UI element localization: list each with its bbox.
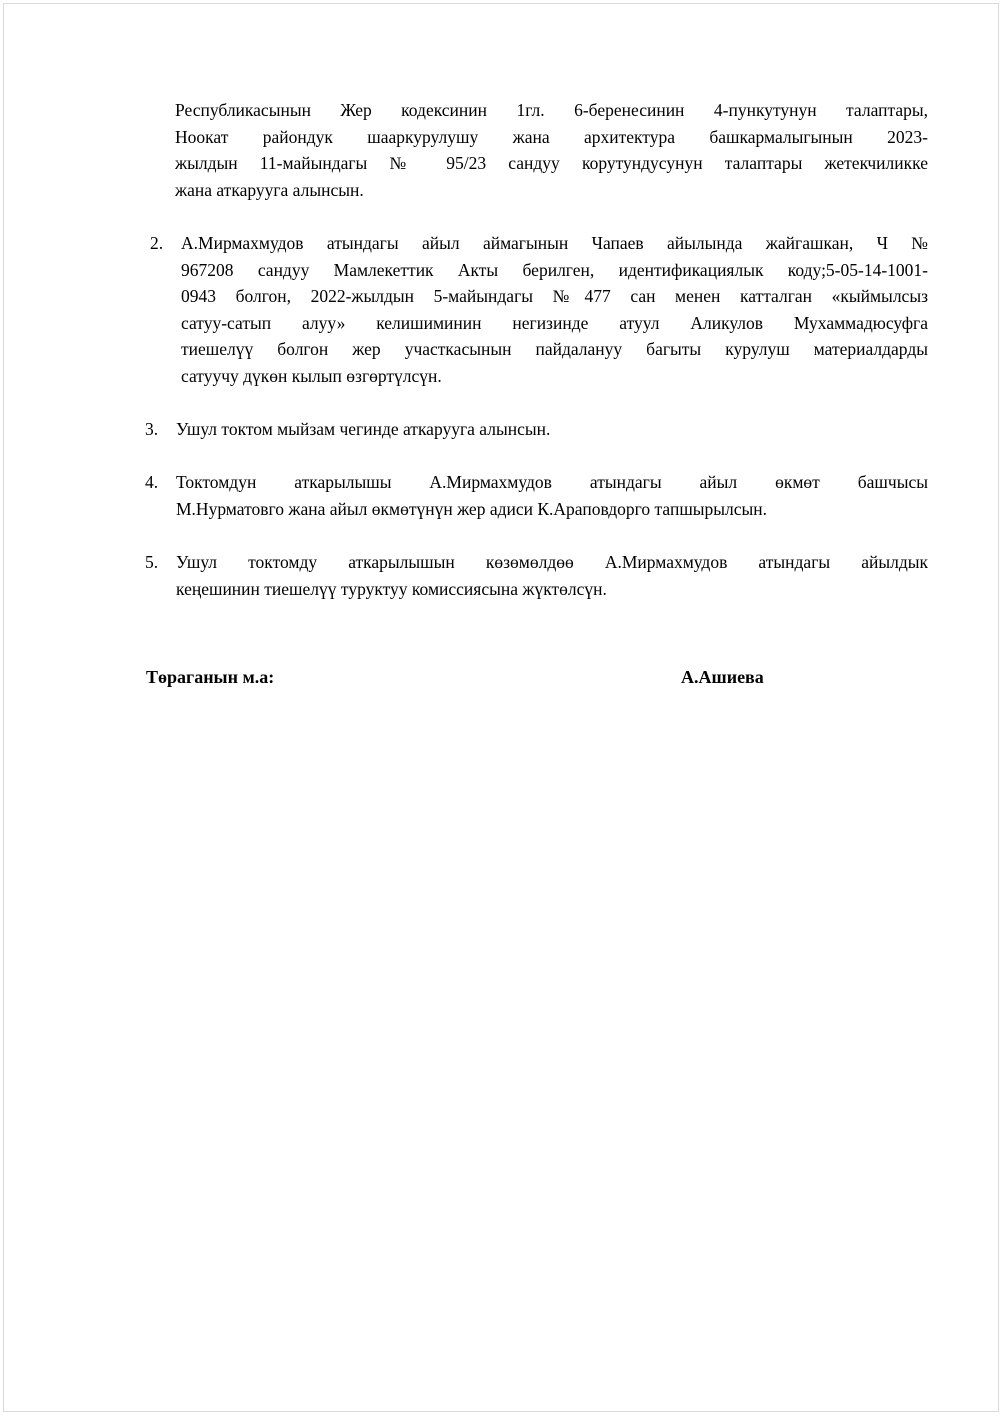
- intro-line: Республикасынын Жер кодексинин 1гл. 6-беренесинин 4-пункутунун талаптары,: [175, 100, 928, 120]
- intro-paragraph: [175, 97, 928, 203]
- intro-line: жана аткарууга алынсын.: [175, 179, 364, 200]
- list-item: [176, 549, 928, 602]
- signature-title: Төраганын м.а:: [146, 667, 275, 687]
- list-item: [176, 416, 928, 443]
- intro-line: жылдын 11-майындагы № 95/23 сандуу корутундусунун талаптары жетекчиликке: [175, 153, 928, 173]
- item-number: 5.: [145, 552, 159, 572]
- item-line: Токтомдун аткарылышы А.Мирмахмудов атындагы айыл өкмөт башчысы: [176, 472, 928, 492]
- item-line: кеңешинин тиешелүү туруктуу комиссиясына жүктөлсүн.: [176, 578, 607, 599]
- item-line: тиешелүү болгон жер участкасынын пайдалануу багыты курулуш материалдарды: [181, 339, 928, 359]
- list-item: [181, 230, 928, 389]
- signature-name: А.Ашиева: [681, 667, 764, 687]
- list-item: [176, 469, 928, 522]
- item-line: 967208 сандуу Мамлекеттик Акты берилген, идентификациялык коду;5-05-14-1001-: [181, 259, 928, 280]
- item-line: сатуу-сатып алуу» келишиминин негизинде атуул Аликулов Мухаммадюсуфга: [181, 312, 928, 333]
- document-page: [3, 3, 999, 1412]
- item-line: сатуучу дүкөн кылып өзгөртүлсүн.: [181, 365, 442, 386]
- item-line: М.Нурматовго жана айыл өкмөтүнүн жер адиси К.Араповдорго тапшырылсын.: [176, 498, 768, 519]
- item-number: 4.: [145, 472, 159, 492]
- item-line: 0943 болгон, 2022-жылдын 5-майындагы №477 сан менен катталган «кыймылсыз: [181, 286, 928, 306]
- item-line: Ушул токтомду аткарылышын көзөмөлдөө А.Мирмахмудов атындагы айылдык: [176, 552, 928, 572]
- intro-line: Ноокат райондук шааркурулушу жана архитектура башкармалыгынын 2023-: [175, 126, 928, 147]
- item-line: Ушул токтом мыйзам чегинде аткарууга алынсын.: [176, 419, 551, 439]
- item-number: 3.: [145, 419, 159, 439]
- item-number: 2.: [150, 233, 164, 253]
- item-line: А.Мирмахмудов атындагы айыл аймагынын Чапаев айылында жайгашкан, Ч №: [181, 233, 928, 253]
